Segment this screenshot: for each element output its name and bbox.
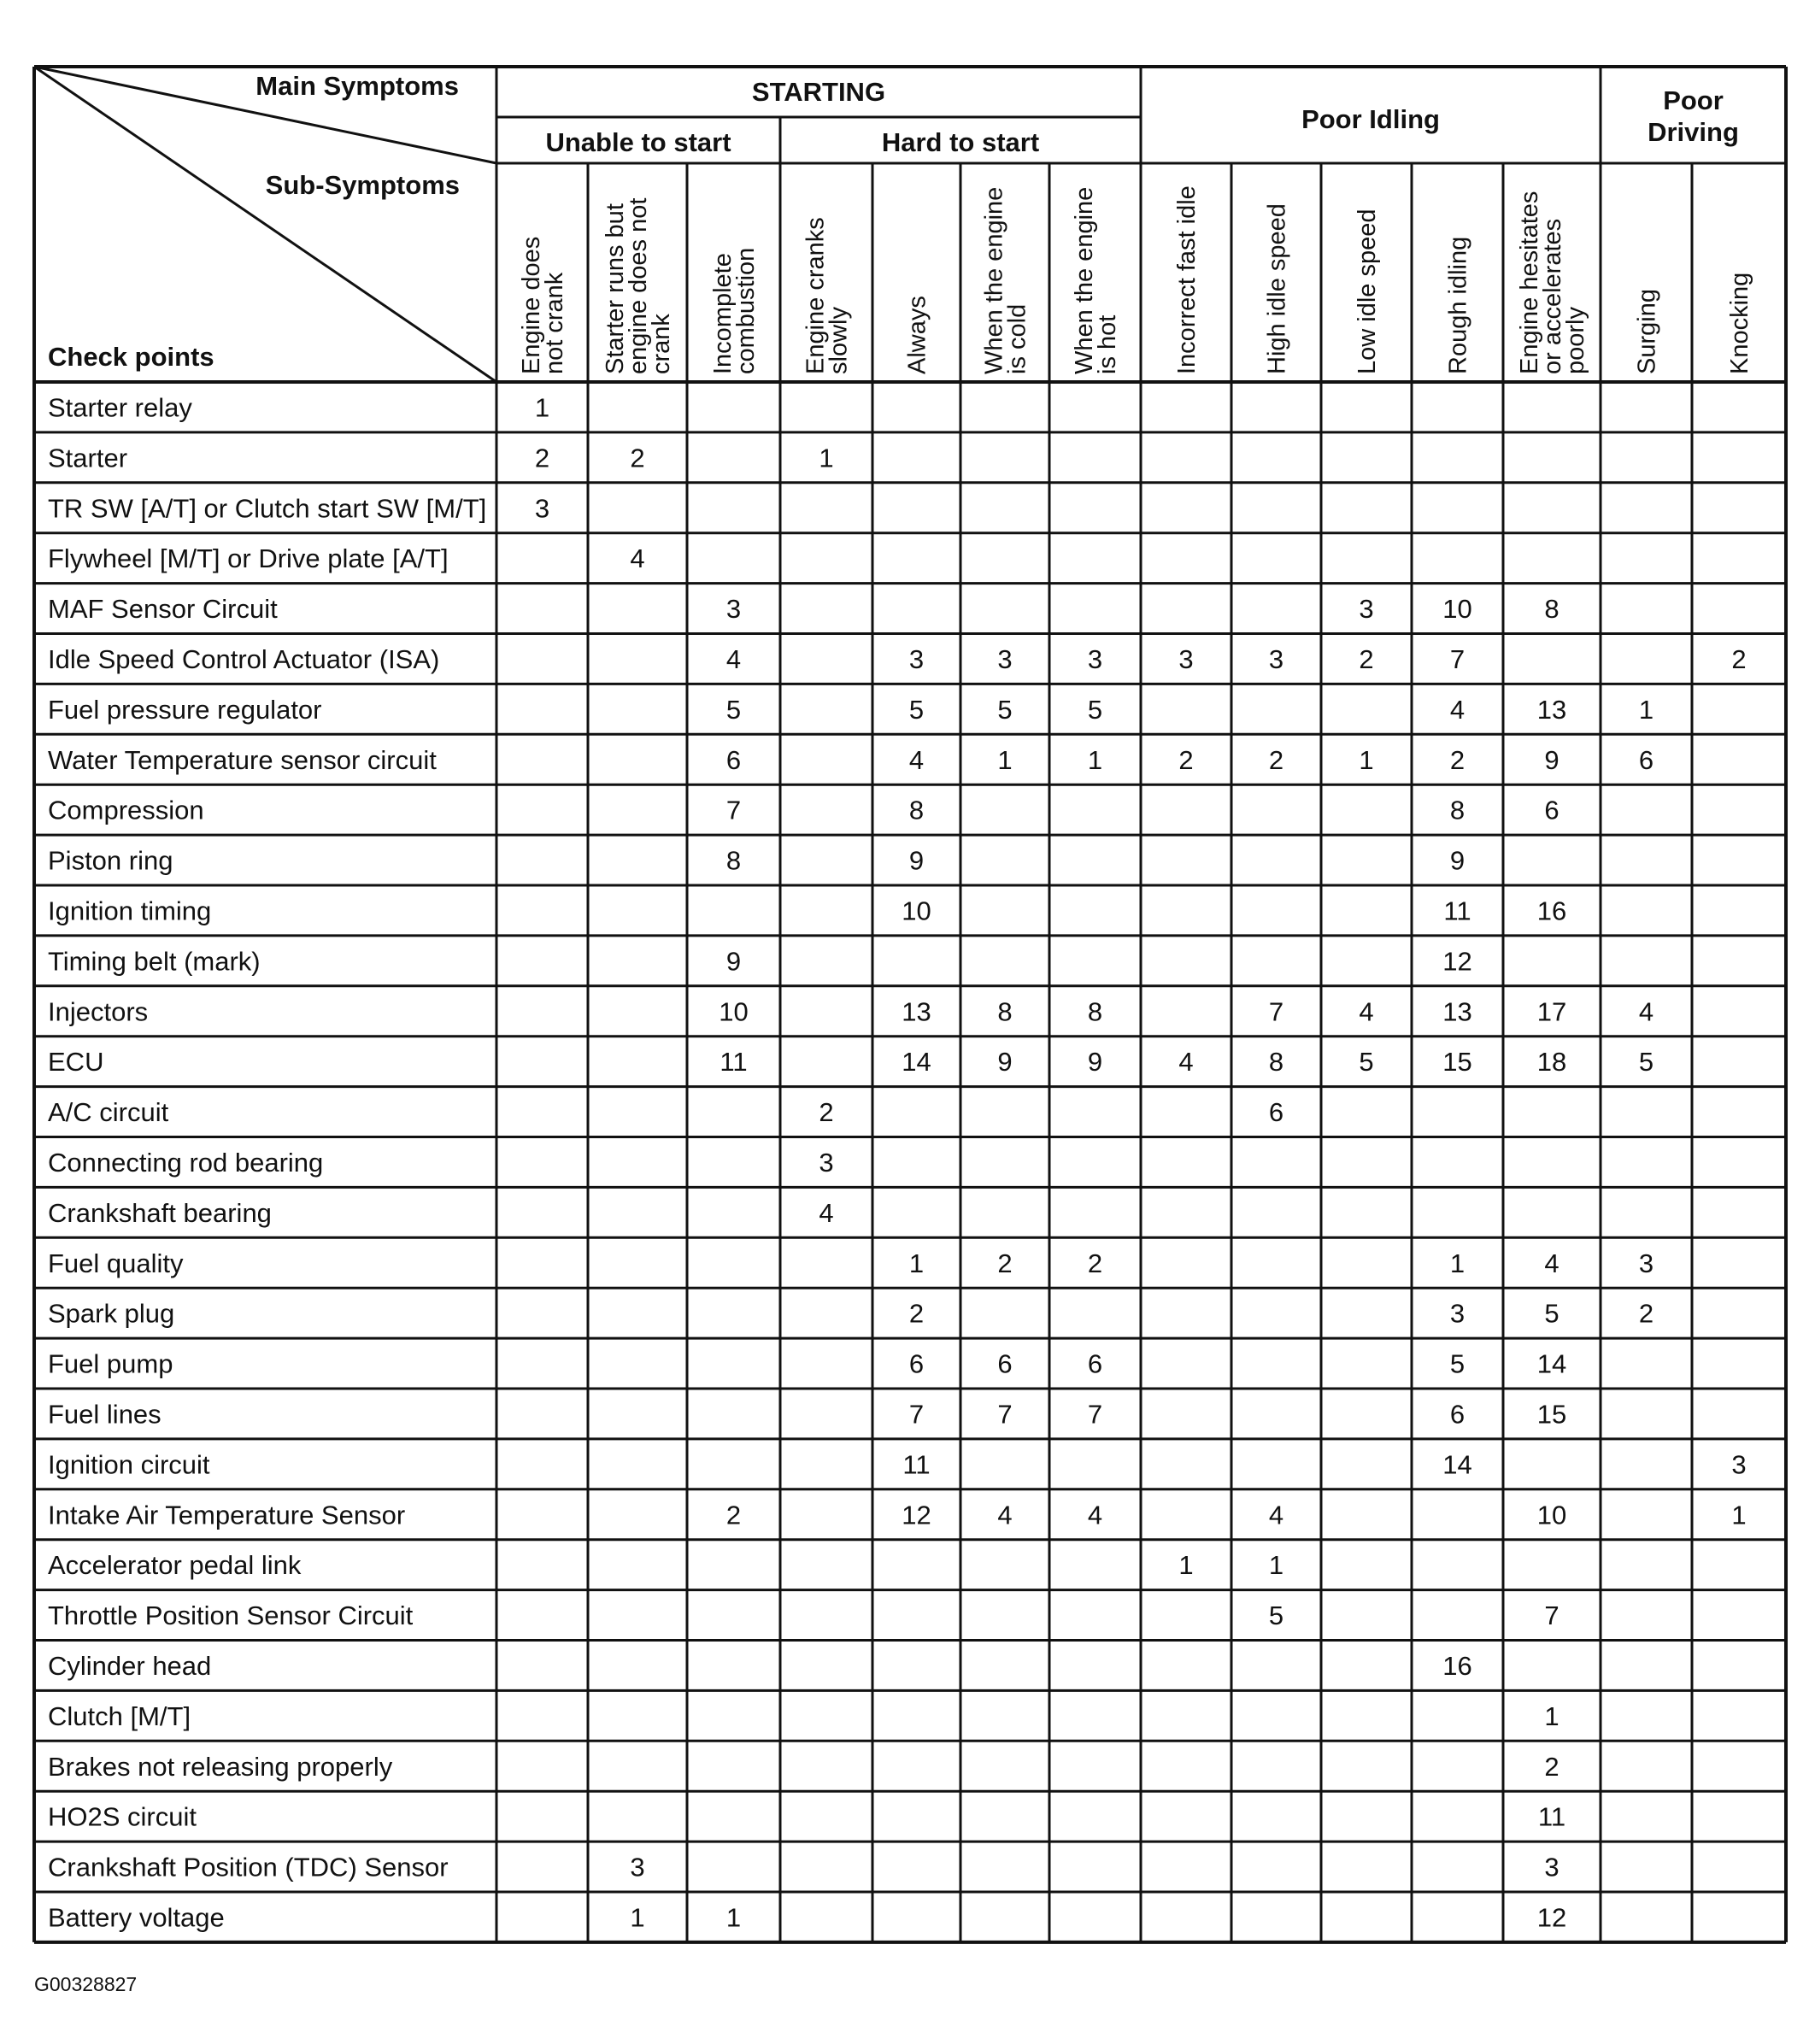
table-cell: 1 [630,1902,645,1933]
table-cell: 3 [725,594,742,625]
table-cell: 4 [1178,1047,1194,1078]
table-cell: 9 [908,845,925,876]
table-cell: 6 [1449,1399,1466,1430]
group-poor-idling: Poor Idling [1301,104,1440,134]
column-header-2: Incompletecombustion [709,247,760,374]
table-cell: 3 [819,1147,834,1178]
row-label: Fuel pump [48,1348,173,1379]
table-cell: 1 [1359,744,1374,775]
table-cell: 13 [902,996,931,1027]
table-cell: 2 [1359,643,1374,674]
table-cell: 8 [908,795,925,825]
row-label: Cylinder head [48,1650,212,1681]
table-cell: 13 [1536,694,1567,725]
column-header-11: Engine hesitatesor acceleratespoorly [1516,191,1589,374]
row-label: Connecting rod bearing [48,1147,324,1178]
table-cell: 5 [1638,1047,1654,1078]
row-label: Timing belt (mark) [48,946,261,977]
table-cell: 18 [1536,1047,1567,1078]
row-label: Ignition circuit [48,1449,210,1480]
table-cell: 2 [1268,744,1284,775]
table-cell: 1 [1087,744,1103,775]
table-cell: 10 [719,996,749,1027]
table-cell: 2 [1638,1298,1654,1329]
table-cell: 10 [1536,1500,1567,1530]
table-cell: 16 [1442,1650,1472,1681]
table-cell: 2 [1449,744,1466,775]
table-cell: 10 [902,896,931,926]
table-cell: 3 [1178,643,1194,674]
table-cell: 4 [1268,1500,1284,1530]
row-label: Injectors [48,996,149,1027]
row-label: Throttle Position Sensor Circuit [48,1601,414,1631]
row-label: Compression [48,795,204,825]
table-cell: 6 [725,744,742,775]
table-cell: 2 [819,1097,834,1128]
row-label: Fuel quality [48,1248,184,1278]
column-header-10: Rough idling [1444,236,1472,374]
table-cell: 1 [1449,1248,1466,1278]
row-label: Ignition timing [48,896,212,926]
table-cell: 14 [902,1047,931,1078]
table-cell: 4 [725,643,742,674]
table-cell: 15 [1442,1047,1472,1078]
table-cell: 4 [630,543,645,574]
table-cell: 1 [1268,1550,1284,1581]
table-cell: 8 [1544,594,1559,625]
table-cell: 9 [1449,845,1466,876]
row-label: Idle Speed Control Actuator (ISA) [48,643,440,674]
table-cell: 1 [997,744,1013,775]
table-cell: 5 [997,694,1013,725]
table-cell: 11 [1443,896,1471,926]
table-cell: 1 [1731,1500,1747,1530]
table-cell: 3 [630,1852,645,1882]
table-cell: 6 [1087,1348,1103,1379]
table-cell: 4 [908,744,925,775]
subgroup-unable-to-start: Unable to start [545,127,731,157]
table-cell: 14 [1442,1449,1472,1480]
row-label: MAF Sensor Circuit [48,594,278,625]
subgroup-hard-to-start: Hard to start [881,127,1040,157]
table-cell: 11 [720,1047,748,1078]
table-cell: 5 [1544,1298,1559,1329]
table-cell: 3 [1544,1852,1559,1882]
row-label: Fuel lines [48,1399,162,1430]
table-cell: 2 [630,443,645,473]
table-cell: 12 [1442,946,1472,977]
table-cell: 2 [1544,1751,1559,1782]
group-poor-driving: Poor Driving [1648,85,1739,147]
row-label: Fuel pressure regulator [48,694,322,725]
column-header-12: Surging [1633,289,1661,374]
table-cell: 4 [819,1197,834,1228]
row-label: Flywheel [M/T] or Drive plate [A/T] [48,543,449,574]
row-label: Battery voltage [48,1902,225,1933]
row-label: Starter [48,443,128,473]
row-label: Crankshaft Position (TDC) Sensor [48,1852,449,1882]
table-cell: 4 [1638,996,1654,1027]
table-cell: 3 [997,643,1013,674]
table-cell: 6 [1544,795,1559,825]
table-cell: 9 [725,946,742,977]
table-cell: 8 [997,996,1013,1027]
table-cell: 4 [997,1500,1013,1530]
column-header-4: Always [903,296,931,374]
row-label: Brakes not releasing properly [48,1751,393,1782]
table-cell: 6 [997,1348,1013,1379]
table-cell: 2 [997,1248,1013,1278]
table-cell: 4 [1544,1248,1559,1278]
table-cell: 3 [1359,594,1374,625]
table-cell: 3 [1087,643,1103,674]
table-cell: 7 [908,1399,925,1430]
figure-id: G00328827 [34,1973,138,1995]
table-cell: 2 [1731,643,1747,674]
row-label: Clutch [M/T] [48,1700,191,1731]
table-cell: 3 [1449,1298,1466,1329]
table-cell: 1 [1178,1550,1194,1581]
table-cell: 5 [1449,1348,1466,1379]
table-cell: 5 [1087,694,1103,725]
row-label: Starter relay [48,392,192,423]
table-cell: 3 [908,643,925,674]
column-header-1: Starter runs butengine does notcrank [602,197,675,374]
table-cell: 5 [1268,1601,1284,1631]
table-cell: 5 [1359,1047,1374,1078]
table-cell: 8 [1268,1047,1284,1078]
column-header-5: When the engineis cold [980,186,1031,374]
table-cell: 2 [908,1298,925,1329]
column-header-8: High idle speed [1263,203,1291,374]
row-label: A/C circuit [48,1097,169,1128]
table-cell: 2 [1087,1248,1103,1278]
table-cell: 5 [908,694,925,725]
table-cell: 7 [725,795,742,825]
table-cell: 1 [1638,694,1654,725]
table-cell: 5 [725,694,742,725]
table-cell: 7 [1544,1601,1559,1631]
column-header-3: Engine cranksslowly [802,217,853,374]
row-label: Crankshaft bearing [48,1197,272,1228]
column-header-6: When the engineis hot [1071,186,1121,374]
table-cell: 2 [1178,744,1194,775]
main-symptoms-label: Main Symptoms [256,71,459,101]
table-cell: 1 [725,1902,742,1933]
table-cell: 7 [1087,1399,1103,1430]
row-label: HO2S circuit [48,1801,197,1832]
table-cell: 8 [725,845,742,876]
table-cell: 4 [1449,694,1466,725]
column-header-0: Engine doesnot crank [518,236,568,374]
table-cell: 1 [908,1248,925,1278]
table-cell: 8 [1449,795,1466,825]
table-cell: 8 [1087,996,1103,1027]
row-label: Accelerator pedal link [48,1550,302,1581]
table-cell: 6 [1268,1097,1284,1128]
table-cell: 9 [1544,744,1559,775]
table-cell: 17 [1536,996,1567,1027]
table-cell: 10 [1442,594,1472,625]
sub-symptoms-label: Sub-Symptoms [265,170,460,200]
table-cell: 2 [534,443,550,473]
column-header-9: Low idle speed [1354,209,1381,374]
table-cell: 4 [1087,1500,1103,1530]
table-cell: 4 [1359,996,1374,1027]
column-header-7: Incorrect fast idle [1173,185,1201,374]
row-label: Water Temperature sensor circuit [48,744,437,775]
row-label: Piston ring [48,845,173,876]
table-cell: 3 [1638,1248,1654,1278]
check-points-label: Check points [48,342,214,372]
table-cell: 15 [1536,1399,1567,1430]
table-cell: 3 [1268,643,1284,674]
table-cell: 12 [902,1500,931,1530]
table-body [48,392,1747,1932]
table-cell: 11 [1537,1801,1566,1832]
table-cell: 7 [1268,996,1284,1027]
row-label: Spark plug [48,1298,175,1329]
table-cell: 2 [725,1500,742,1530]
table-cell: 3 [534,493,550,524]
table-cell: 3 [1731,1449,1747,1480]
table-cell: 6 [908,1348,925,1379]
table-cell: 14 [1536,1348,1567,1379]
table-cell: 1 [819,443,834,473]
row-label: TR SW [A/T] or Clutch start SW [M/T] [48,493,487,524]
table-cell: 1 [1544,1700,1559,1731]
table-cell: 9 [997,1047,1013,1078]
table-cell: 16 [1536,896,1567,926]
table-cell: 13 [1442,996,1472,1027]
row-label: ECU [48,1047,104,1078]
column-header-13: Knocking [1726,272,1753,374]
table-cell: 6 [1638,744,1654,775]
table-cell: 12 [1536,1902,1567,1933]
table-cell: 7 [1449,643,1466,674]
table-cell: 7 [997,1399,1013,1430]
group-starting: STARTING [751,77,886,107]
table-cell: 9 [1087,1047,1103,1078]
row-label: Intake Air Temperature Sensor [48,1500,406,1530]
table-cell: 1 [534,392,550,423]
table-cell: 11 [902,1449,931,1480]
